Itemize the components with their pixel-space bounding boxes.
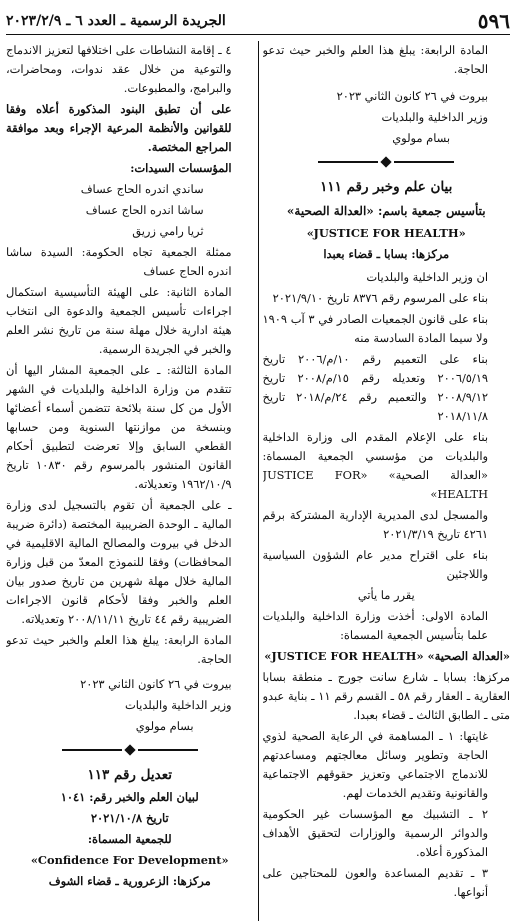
amendment-hq: مركزها: الزعرورية ـ قضاء الشوف bbox=[48, 874, 211, 888]
goals-2: ٢ ـ التشبيك مع المؤسسات غير الحكومية والدوائر الرسمية والوزارات لتحقيق الأهداف المذكورة أعلاه. bbox=[262, 807, 488, 859]
clause-3: بناء على التعميم رقم ١٠/م/٢٠٠٦ تاريخ ٢٠٠٦/٥/١٩ وتعديله رقم ١٥/م/٢٠٠٨ تاريخ ٢٠٠٨/٩/١٢ والتعميم رقم ٢٤/م/٢٠١٨ تاريخ ٢٠١٨/١١/٨ bbox=[262, 352, 488, 423]
article-1: المادة الاولى: أخذت وزارة الداخلية والبلديات علما بتأسيس الجمعية المسماة: bbox=[262, 609, 488, 642]
representative: ممثلة الجمعية تجاه الحكومة: السيدة ساشا اندره الحاج عساف bbox=[6, 245, 232, 278]
left-minister-name: بسام مولوي bbox=[135, 719, 194, 733]
section-ornament bbox=[263, 158, 511, 166]
left-section-ornament bbox=[6, 746, 254, 754]
left-column bbox=[6, 41, 254, 921]
clause-5: والمسجل لدى المديرية الإدارية المشتركة برقم ٤٢٦١ تاريخ ٢٠٢١/٣/١٩ bbox=[262, 508, 488, 541]
conditions-text: على أن تطبق البنود المذكورة أعلاه وفقا للقوانين والأنظمة المرعية الإجراء وبعد موافقة المراجع المختصة. bbox=[6, 102, 232, 154]
article-3: المادة الثالثة: ـ على الجمعية المشار اليها أن تتقدم من وزارة الداخلية والبلديات في الشهر الأول من كل سنة بلائحة تتضمن أسماء أعضائها وبنسخة من موازنتها السنوية ومن حسابها القطعي السابق وإلا تعرضت لتطبيق أحكام القانون المنشور بالمرسوم رقم ١٠٨٣٠ تاريخ ١٩٦٢/١٠/٩ وتعديلاته. bbox=[6, 363, 232, 491]
decides-heading: يقرر ما يأتي bbox=[357, 588, 415, 602]
signature-date: بيروت في ٢٦ كانون الثاني ٢٠٢٣ bbox=[336, 89, 488, 103]
article-4: المادة الرابعة: يبلغ هذا العلم والخبر حيث تدعو الحاجة. bbox=[6, 633, 232, 666]
article-4-text: المادة الرابعة: يبلغ هذا العلم والخبر حيث تدعو الحاجة. bbox=[262, 43, 488, 76]
amendment-title: تعديل رقم ١١٣ bbox=[87, 767, 172, 783]
amendment-latin-name: «Confidence For Development» bbox=[30, 853, 229, 867]
minister-title: وزير الداخلية والبلديات bbox=[381, 110, 488, 124]
right-column bbox=[263, 41, 511, 921]
article-2: المادة الثانية: على الهيئة التأسيسية استكمال اجراءات تأسيس الجمعية والدعوة الى انتخاب هيئة ادارية خلال مهلة سنة من تاريخ نشر العلم والخبر في الجريدة الرسمية. bbox=[6, 285, 232, 356]
left-minister-title: وزير الداخلية والبلديات bbox=[124, 698, 232, 712]
minister-name: بسام مولوي bbox=[392, 131, 450, 145]
columns bbox=[6, 41, 510, 921]
amendment-subtitle: لبيان العلم والخبر رقم: ١٠٤١ bbox=[60, 790, 199, 804]
notice-latin-name: «JUSTICE FOR HEALTH» bbox=[306, 226, 466, 240]
goals-1: غايتها: ١ ـ المساهمة في الرعاية الصحية لذوي الحاجة وتطوير وسائل معالجتهم ومساعدتهم للاندماج الاجتماعي وتعزيز حقوقهم الاجتماعية والقانونية وتقديم الخدمات لهم. bbox=[262, 729, 489, 800]
left-signature-date: بيروت في ٢٦ كانون الثاني ٢٠٢٣ bbox=[80, 677, 232, 691]
clause-2: بناء على قانون الجمعيات الصادر في ٣ آب ١٩٠٩ ولا سيما المادة السادسة منه bbox=[262, 312, 488, 345]
amendment-association: للجمعية المسماة: bbox=[87, 832, 172, 846]
goals-4: ٤ ـ إقامة النشاطات على اختلافها لتعزيز الاندماج والتوعية من خلال عقد ندوات، ومحاضرات، والبرامج، والمطبوعات. bbox=[6, 43, 232, 95]
clause-6: بناء على اقتراح مدير عام الشؤون السياسية واللاجئين bbox=[262, 548, 488, 581]
founders-label: المؤسسات السيدات: bbox=[130, 161, 232, 175]
amendment-date: تاريخ ٢٠٢١/١٠/٨ bbox=[90, 811, 169, 825]
founder-1: ساندي اندره الحاج عساف bbox=[80, 182, 204, 196]
goals-3: ٣ ـ تقديم المساعدة والعون للمحتاجين على أنواعها. bbox=[262, 866, 488, 899]
notice-title: بيان علم وخبر رقم ١١١ bbox=[320, 179, 453, 195]
column-divider bbox=[258, 41, 259, 921]
page-header bbox=[6, 8, 510, 35]
clause-4: بناء على الإعلام المقدم الى وزارة الداخلية والبلديات من مؤسسي الجمعية المسماة: «العدالة الصحية» «JUSTICE FOR HEALTH» bbox=[262, 430, 488, 501]
notice-subtitle: بتأسيس جمعية باسم: «العدالة الصحية» bbox=[286, 204, 486, 218]
page-number: ٥٩٦ bbox=[477, 9, 510, 33]
intro-line: ان وزير الداخلية والبلديات bbox=[366, 270, 488, 284]
hq-address: مركزها: بسابا ـ شارع سانت جورج ـ منطقة بسابا العقارية ـ العقار رقم ٥٨ ـ القسم رقم ١١ ـ بناية عبدو متى ـ الطابق الثالث ـ قضاء بعبدا. bbox=[262, 670, 510, 722]
gazette-title: الجريدة الرسمية ـ العدد ٦ ـ ٢٠٢٣/٢/٩ bbox=[6, 13, 226, 29]
article-1-name: «العدالة الصحية» «JUSTICE FOR HEALTH» bbox=[264, 649, 510, 663]
notice-hq: مركزها: بسابا ـ قضاء بعبدا bbox=[323, 247, 450, 261]
founder-2: ساشا اندره الحاج عساف bbox=[85, 203, 204, 217]
clause-1: بناء على المرسوم رقم ٨٣٧٦ تاريخ ٢٠٢١/٩/١٠ bbox=[272, 291, 488, 305]
article-3-tax: ـ على الجمعية أن تقوم بالتسجيل لدى وزارة المالية ـ الوحدة الضريبية المختصة (دائرة ضريبة الدخل في بيروت والمصالح المالية الاقليمية في المحافظات) وفقا للنموذج المعدّ من قبل وزارة المالية خلال مهلة شهرين من تاريخ صدور بيان العلم والخبر وفقا لأحكام قانون الاجراءات الضريبية رقم ٤٤ تاريخ ٢٠٠٨/١١/١١ وتعديلاته. bbox=[6, 498, 232, 626]
founder-3: ثريا رامي زريق bbox=[132, 224, 204, 238]
